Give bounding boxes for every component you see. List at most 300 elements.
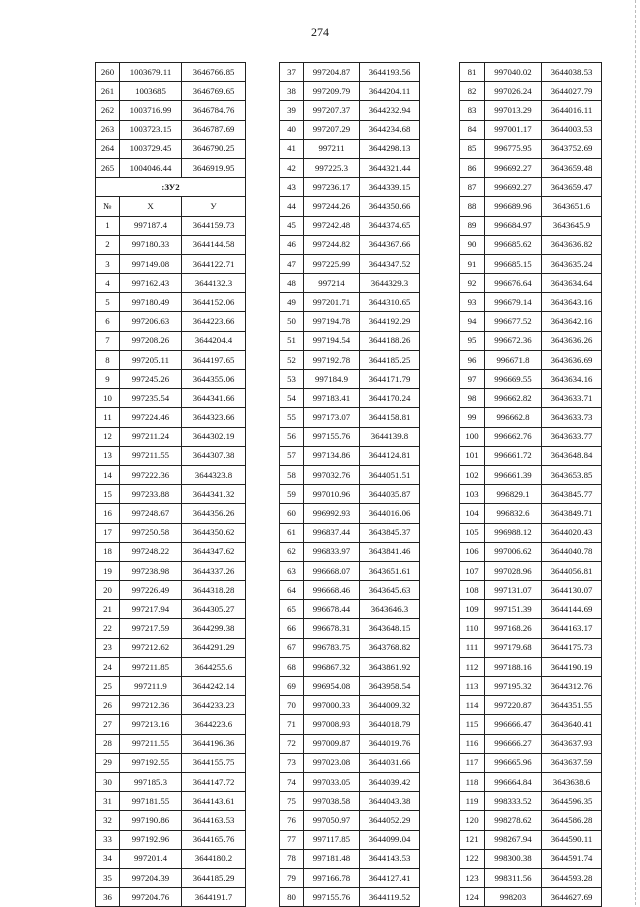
point-number: 10 — [96, 389, 120, 408]
point-number: 84 — [460, 120, 485, 139]
x-coordinate: 997233.88 — [120, 485, 182, 504]
x-coordinate: 996672.36 — [485, 331, 542, 350]
y-coordinate: 3644016.06 — [360, 504, 420, 523]
point-number: 76 — [280, 811, 304, 830]
x-coordinate: 998278.62 — [485, 811, 542, 830]
table-row — [460, 504, 602, 523]
x-coordinate: 1003679.11 — [120, 63, 182, 82]
x-coordinate: 998333.52 — [485, 792, 542, 811]
y-coordinate: 3644591.74 — [542, 849, 602, 868]
table-row — [280, 370, 420, 389]
point-number: 96 — [460, 350, 485, 369]
x-coordinate: 997187.4 — [120, 216, 182, 235]
y-coordinate: 3644323.8 — [182, 465, 246, 484]
x-coordinate: 997220.87 — [485, 696, 542, 715]
table-row — [460, 465, 602, 484]
x-coordinate: 997173.07 — [304, 408, 360, 427]
table-row — [460, 178, 602, 197]
x-coordinate: 997214 — [304, 274, 360, 293]
y-coordinate: 3644019.76 — [360, 734, 420, 753]
table-row — [460, 82, 602, 101]
table-row — [96, 370, 246, 389]
y-coordinate: 3644291.29 — [182, 638, 246, 657]
point-number: 56 — [280, 427, 304, 446]
table-row — [280, 408, 420, 427]
y-coordinate: 3643637.93 — [542, 734, 602, 753]
x-coordinate: 997225.99 — [304, 254, 360, 273]
x-coordinate: 996662.82 — [485, 389, 542, 408]
y-coordinate: 3644329.3 — [360, 274, 420, 293]
y-coordinate: 3644143.61 — [182, 792, 246, 811]
y-coordinate: 3644052.29 — [360, 811, 420, 830]
point-number: 58 — [280, 465, 304, 484]
point-number: 116 — [460, 734, 485, 753]
y-coordinate: 3644139.8 — [360, 427, 420, 446]
y-coordinate: 3644347.62 — [182, 542, 246, 561]
y-coordinate: 3643845.37 — [360, 523, 420, 542]
y-coordinate: 3644223.66 — [182, 312, 246, 331]
x-coordinate: 997008.93 — [304, 715, 360, 734]
x-coordinate: 997201.4 — [120, 849, 182, 868]
y-coordinate: 3643635.24 — [542, 254, 602, 273]
table-row — [96, 657, 246, 676]
x-coordinate: 996662.8 — [485, 408, 542, 427]
y-coordinate: 3644020.43 — [542, 523, 602, 542]
y-coordinate: 3644043.38 — [360, 792, 420, 811]
x-coordinate: 996662.76 — [485, 427, 542, 446]
point-number: 79 — [280, 868, 304, 887]
table-row — [96, 888, 246, 907]
x-coordinate: 996676.64 — [485, 274, 542, 293]
table-row — [280, 120, 420, 139]
table-row — [96, 638, 246, 657]
table-row — [280, 638, 420, 657]
point-number: 65 — [280, 600, 304, 619]
table-row — [460, 331, 602, 350]
point-number: 45 — [280, 216, 304, 235]
col-header-number: № — [96, 197, 120, 216]
x-coordinate: 997235.54 — [120, 389, 182, 408]
y-coordinate: 3644596.35 — [542, 792, 602, 811]
point-number: 33 — [96, 830, 120, 849]
y-coordinate: 3644180.2 — [182, 849, 246, 868]
x-coordinate: 996832.6 — [485, 504, 542, 523]
x-coordinate: 997212.62 — [120, 638, 182, 657]
y-coordinate: 3644031.66 — [360, 753, 420, 772]
table-row — [280, 254, 420, 273]
x-coordinate: 997208.26 — [120, 331, 182, 350]
table-row — [460, 830, 602, 849]
y-coordinate: 3643958.54 — [360, 677, 420, 696]
table-row — [460, 581, 602, 600]
point-number: 29 — [96, 753, 120, 772]
x-coordinate: 996669.55 — [485, 370, 542, 389]
point-number: 28 — [96, 734, 120, 753]
coordinates-table-2 — [279, 62, 420, 907]
y-coordinate: 3644298.13 — [360, 139, 420, 158]
point-number: 66 — [280, 619, 304, 638]
x-coordinate: 997192.96 — [120, 830, 182, 849]
table-row — [280, 504, 420, 523]
x-coordinate: 997201.71 — [304, 293, 360, 312]
point-number: 82 — [460, 82, 485, 101]
x-coordinate: 998311.56 — [485, 868, 542, 887]
y-coordinate: 3644204.11 — [360, 82, 420, 101]
table-row — [96, 772, 246, 791]
table-row — [460, 677, 602, 696]
y-coordinate: 3644337.26 — [182, 561, 246, 580]
point-number: 37 — [280, 63, 304, 82]
point-number: 97 — [460, 370, 485, 389]
y-coordinate: 3646919.95 — [182, 158, 246, 177]
y-coordinate: 3644255.6 — [182, 657, 246, 676]
y-coordinate: 3643648.15 — [360, 619, 420, 638]
x-coordinate: 1003729.45 — [120, 139, 182, 158]
point-number: 23 — [96, 638, 120, 657]
y-coordinate: 3644144.69 — [542, 600, 602, 619]
point-number: 108 — [460, 581, 485, 600]
x-coordinate: 997006.62 — [485, 542, 542, 561]
x-coordinate: 997040.02 — [485, 63, 542, 82]
point-number: 115 — [460, 715, 485, 734]
y-coordinate: 3644318.28 — [182, 581, 246, 600]
table-row — [96, 312, 246, 331]
x-coordinate: 997180.33 — [120, 235, 182, 254]
y-coordinate: 3643659.48 — [542, 158, 602, 177]
y-coordinate: 3643648.84 — [542, 446, 602, 465]
coordinates-table-1 — [95, 62, 246, 907]
table-row — [280, 465, 420, 484]
x-coordinate: 997023.08 — [304, 753, 360, 772]
table-row — [280, 619, 420, 638]
table-row — [280, 830, 420, 849]
point-number: 118 — [460, 772, 485, 791]
y-coordinate: 3643861.92 — [360, 657, 420, 676]
point-number: 102 — [460, 465, 485, 484]
y-coordinate: 3644302.19 — [182, 427, 246, 446]
point-number: 20 — [96, 581, 120, 600]
point-number: 69 — [280, 677, 304, 696]
x-coordinate: 996665.96 — [485, 753, 542, 772]
point-number: 8 — [96, 350, 120, 369]
table-row — [280, 197, 420, 216]
point-number: 261 — [96, 82, 120, 101]
sub-header-row — [96, 178, 246, 197]
table-row — [280, 446, 420, 465]
table-row — [96, 446, 246, 465]
point-number: 47 — [280, 254, 304, 273]
table-row — [96, 120, 246, 139]
point-number: 86 — [460, 158, 485, 177]
table-row — [280, 849, 420, 868]
x-coordinate: 997211.55 — [120, 734, 182, 753]
y-coordinate: 3643636.69 — [542, 350, 602, 369]
point-number: 30 — [96, 772, 120, 791]
y-coordinate: 3644232.94 — [360, 101, 420, 120]
point-number: 80 — [280, 888, 304, 907]
table-row — [96, 849, 246, 868]
table-row — [96, 293, 246, 312]
point-number: 25 — [96, 677, 120, 696]
point-number: 40 — [280, 120, 304, 139]
table-row — [460, 120, 602, 139]
y-coordinate: 3644190.19 — [542, 657, 602, 676]
point-number: 106 — [460, 542, 485, 561]
point-number: 113 — [460, 677, 485, 696]
x-coordinate: 997188.16 — [485, 657, 542, 676]
point-number: 11 — [96, 408, 120, 427]
point-number: 117 — [460, 753, 485, 772]
point-number: 31 — [96, 792, 120, 811]
table-row — [96, 63, 246, 82]
point-number: 109 — [460, 600, 485, 619]
point-number: 264 — [96, 139, 120, 158]
y-coordinate: 3643633.77 — [542, 427, 602, 446]
x-coordinate: 997217.59 — [120, 619, 182, 638]
x-coordinate: 996783.75 — [304, 638, 360, 657]
x-coordinate: 997194.54 — [304, 331, 360, 350]
x-coordinate: 997155.76 — [304, 888, 360, 907]
table-row — [460, 619, 602, 638]
point-number: 4 — [96, 274, 120, 293]
x-coordinate: 997242.48 — [304, 216, 360, 235]
x-coordinate: 996689.96 — [485, 197, 542, 216]
page-number: 274 — [311, 25, 329, 39]
y-coordinate: 3644374.65 — [360, 216, 420, 235]
y-coordinate: 3644159.73 — [182, 216, 246, 235]
table-row — [280, 293, 420, 312]
point-number: 107 — [460, 561, 485, 580]
y-coordinate: 3643636.26 — [542, 331, 602, 350]
table-row — [460, 523, 602, 542]
table-row — [460, 408, 602, 427]
point-number: 263 — [96, 120, 120, 139]
y-coordinate: 3644233.23 — [182, 696, 246, 715]
point-number: 112 — [460, 657, 485, 676]
y-coordinate: 3643651.61 — [360, 561, 420, 580]
point-number: 92 — [460, 274, 485, 293]
x-coordinate: 997179.68 — [485, 638, 542, 657]
point-number: 6 — [96, 312, 120, 331]
table-row — [280, 772, 420, 791]
y-coordinate: 3644127.41 — [360, 868, 420, 887]
x-coordinate: 997194.78 — [304, 312, 360, 331]
x-coordinate: 996666.47 — [485, 715, 542, 734]
table-row — [280, 485, 420, 504]
x-coordinate: 996661.72 — [485, 446, 542, 465]
point-number: 36 — [96, 888, 120, 907]
table-row — [96, 619, 246, 638]
point-number: 119 — [460, 792, 485, 811]
table-row — [96, 274, 246, 293]
point-number: 22 — [96, 619, 120, 638]
x-coordinate: 997204.76 — [120, 888, 182, 907]
x-coordinate: 997225.3 — [304, 158, 360, 177]
y-coordinate: 3644170.24 — [360, 389, 420, 408]
y-coordinate: 3643634.64 — [542, 274, 602, 293]
y-coordinate: 3643642.16 — [542, 312, 602, 331]
y-coordinate: 3643637.59 — [542, 753, 602, 772]
table-row — [280, 389, 420, 408]
x-coordinate: 997248.22 — [120, 542, 182, 561]
y-coordinate: 3644305.27 — [182, 600, 246, 619]
table-row — [96, 158, 246, 177]
x-coordinate: 996954.08 — [304, 677, 360, 696]
y-coordinate: 3643653.85 — [542, 465, 602, 484]
table-row — [96, 811, 246, 830]
x-coordinate: 996661.39 — [485, 465, 542, 484]
point-number: 3 — [96, 254, 120, 273]
x-coordinate: 997181.55 — [120, 792, 182, 811]
y-coordinate: 3644586.28 — [542, 811, 602, 830]
y-coordinate: 3644299.38 — [182, 619, 246, 638]
table-row — [96, 139, 246, 158]
y-coordinate: 3644312.76 — [542, 677, 602, 696]
table-row — [280, 792, 420, 811]
y-coordinate: 3644323.66 — [182, 408, 246, 427]
x-coordinate: 996829.1 — [485, 485, 542, 504]
x-coordinate: 996678.31 — [304, 619, 360, 638]
table-row — [280, 677, 420, 696]
x-coordinate: 997204.87 — [304, 63, 360, 82]
x-coordinate: 996692.27 — [485, 178, 542, 197]
point-number: 110 — [460, 619, 485, 638]
table-row — [460, 101, 602, 120]
y-coordinate: 3644163.53 — [182, 811, 246, 830]
x-coordinate: 997032.76 — [304, 465, 360, 484]
x-coordinate: 997205.11 — [120, 350, 182, 369]
y-coordinate: 3644152.06 — [182, 293, 246, 312]
table-row — [460, 370, 602, 389]
point-number: 34 — [96, 849, 120, 868]
table-row — [96, 542, 246, 561]
point-number: 73 — [280, 753, 304, 772]
y-coordinate: 3643640.41 — [542, 715, 602, 734]
y-coordinate: 3644350.62 — [182, 523, 246, 542]
y-coordinate: 3644175.73 — [542, 638, 602, 657]
y-coordinate: 3644242.14 — [182, 677, 246, 696]
table-row — [280, 600, 420, 619]
y-coordinate: 3646766.85 — [182, 63, 246, 82]
point-number: 50 — [280, 312, 304, 331]
y-coordinate: 3644204.4 — [182, 331, 246, 350]
table-row — [96, 82, 246, 101]
y-coordinate: 3643636.82 — [542, 235, 602, 254]
y-coordinate: 3644188.26 — [360, 331, 420, 350]
point-number: 9 — [96, 370, 120, 389]
y-coordinate: 3643638.6 — [542, 772, 602, 791]
table-row — [280, 657, 420, 676]
scan-edge — [634, 0, 636, 905]
point-number: 87 — [460, 178, 485, 197]
y-coordinate: 3643633.73 — [542, 408, 602, 427]
point-number: 111 — [460, 638, 485, 657]
y-coordinate: 3644193.56 — [360, 63, 420, 82]
point-number: 72 — [280, 734, 304, 753]
x-coordinate: 997151.39 — [485, 600, 542, 619]
x-coordinate: 997238.98 — [120, 561, 182, 580]
x-coordinate: 997207.37 — [304, 101, 360, 120]
table-row — [96, 427, 246, 446]
x-coordinate: 997181.48 — [304, 849, 360, 868]
point-number: 124 — [460, 888, 485, 907]
x-coordinate: 996837.44 — [304, 523, 360, 542]
y-coordinate: 3644165.76 — [182, 830, 246, 849]
x-coordinate: 996775.95 — [485, 139, 542, 158]
point-number: 48 — [280, 274, 304, 293]
x-coordinate: 998203 — [485, 888, 542, 907]
point-number: 88 — [460, 197, 485, 216]
table-row — [280, 350, 420, 369]
y-coordinate: 3644185.25 — [360, 350, 420, 369]
table-row — [460, 638, 602, 657]
table-row — [96, 101, 246, 120]
point-number: 103 — [460, 485, 485, 504]
y-coordinate: 3643634.16 — [542, 370, 602, 389]
point-number: 13 — [96, 446, 120, 465]
y-coordinate: 3644124.81 — [360, 446, 420, 465]
y-coordinate: 3644627.69 — [542, 888, 602, 907]
table-row — [460, 657, 602, 676]
point-number: 71 — [280, 715, 304, 734]
y-coordinate: 3644003.53 — [542, 120, 602, 139]
y-coordinate: 3643752.69 — [542, 139, 602, 158]
x-coordinate: 997226.49 — [120, 581, 182, 600]
point-number: 38 — [280, 82, 304, 101]
x-coordinate: 997026.24 — [485, 82, 542, 101]
table-row — [280, 101, 420, 120]
point-number: 51 — [280, 331, 304, 350]
x-coordinate: 997033.05 — [304, 772, 360, 791]
point-number: 67 — [280, 638, 304, 657]
table-row — [280, 696, 420, 715]
y-coordinate: 3644341.32 — [182, 485, 246, 504]
x-coordinate: 997050.97 — [304, 811, 360, 830]
table-row — [460, 792, 602, 811]
point-number: 42 — [280, 158, 304, 177]
point-number: 123 — [460, 868, 485, 887]
table-row — [460, 446, 602, 465]
table-row — [96, 696, 246, 715]
table-row — [280, 811, 420, 830]
col-header-y: У — [182, 197, 246, 216]
y-coordinate: 3644056.81 — [542, 561, 602, 580]
point-number: 89 — [460, 216, 485, 235]
table-row — [96, 677, 246, 696]
y-coordinate: 3643841.46 — [360, 542, 420, 561]
point-number: 121 — [460, 830, 485, 849]
point-number: 104 — [460, 504, 485, 523]
x-coordinate: 997013.29 — [485, 101, 542, 120]
y-coordinate: 3643633.71 — [542, 389, 602, 408]
table-row — [280, 581, 420, 600]
table-row — [460, 254, 602, 273]
point-number: 68 — [280, 657, 304, 676]
point-number: 2 — [96, 235, 120, 254]
y-coordinate: 3644196.36 — [182, 734, 246, 753]
x-coordinate: 996992.93 — [304, 504, 360, 523]
x-coordinate: 997224.46 — [120, 408, 182, 427]
x-coordinate: 996833.97 — [304, 542, 360, 561]
point-number: 17 — [96, 523, 120, 542]
coordinates-table-3 — [459, 62, 602, 907]
table-row — [460, 715, 602, 734]
point-number: 61 — [280, 523, 304, 542]
point-number: 41 — [280, 139, 304, 158]
point-number: 14 — [96, 465, 120, 484]
table-row — [280, 139, 420, 158]
table-row — [460, 63, 602, 82]
